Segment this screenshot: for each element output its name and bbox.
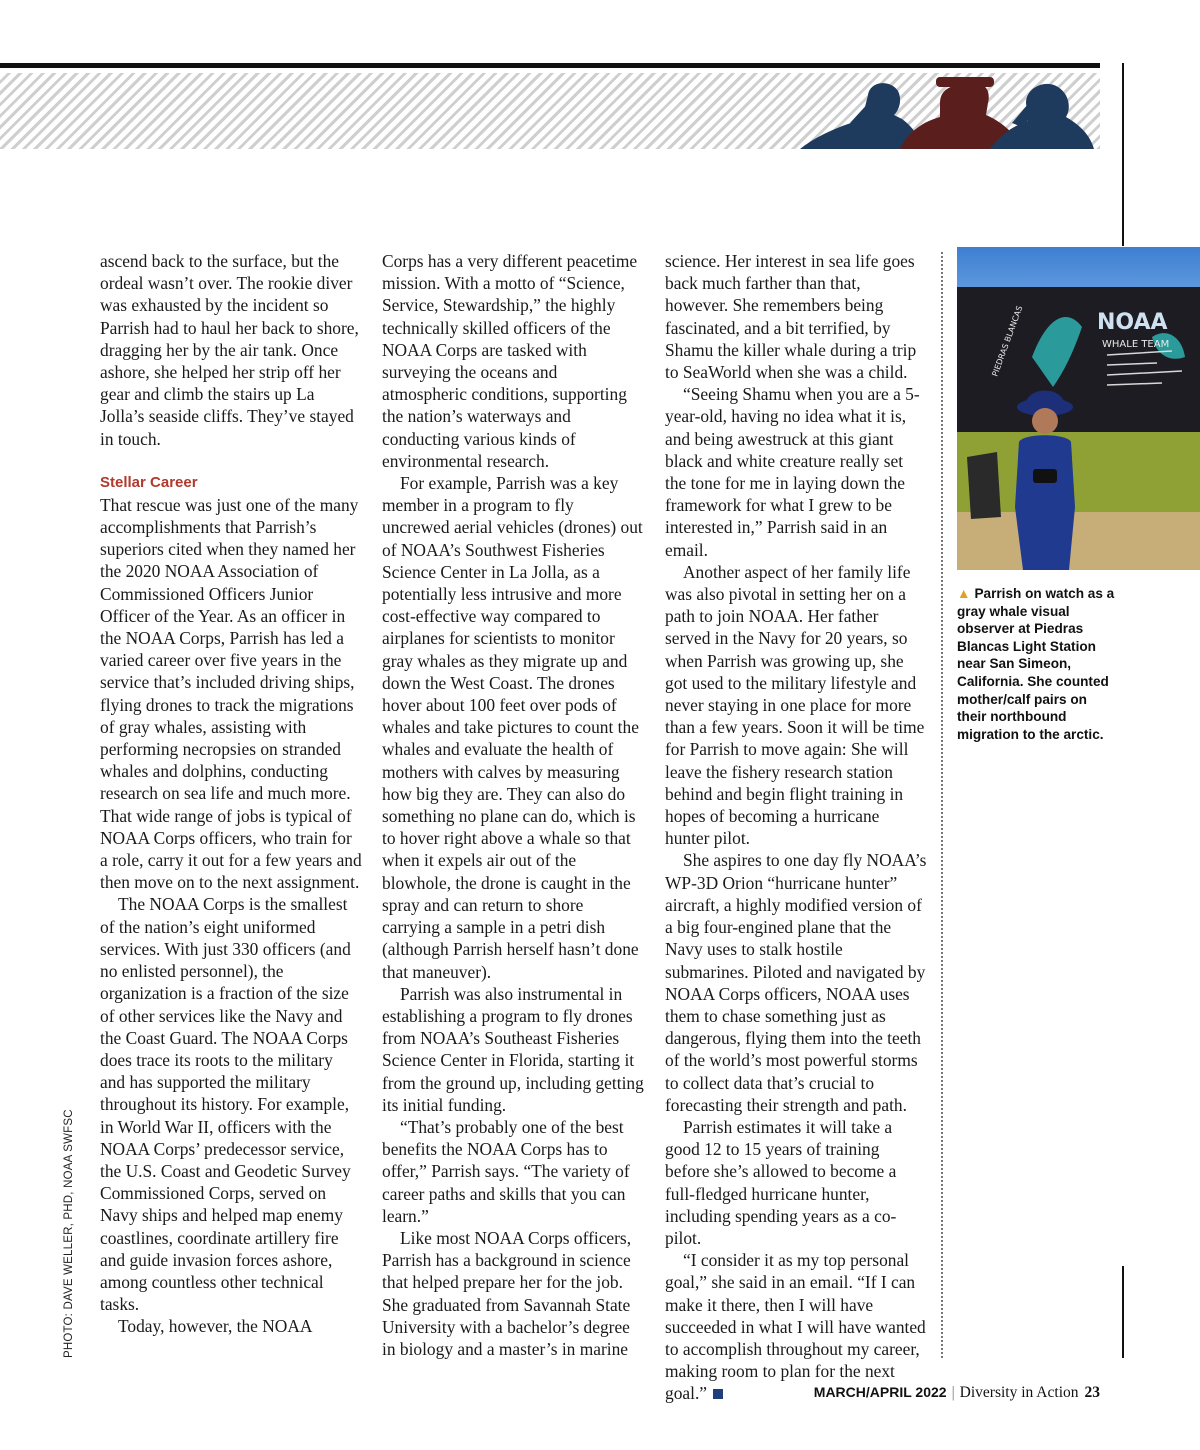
sign-side-text: PIEDRAS BLANCAS — [990, 304, 1025, 378]
paragraph: ascend back to the surface, but the ordeal wasn’t over. The rookie diver was exhausted by the incident so Parrish had to haul her back to shore, dragging her by the air tank. Once ashore, she helped her strip off her gear and climb the stairs up La Jolla’s seaside cliffs. They’ve stayed in touch. — [100, 251, 359, 449]
paragraph: Corps has a very different peacetime mission. With a motto of “Science, Service, Stewardship,” the highly technically skilled officers of the NOAA Corps are tasked with surveying the oceans and atmospheric conditions, supporting the nation’s waterways and conducting various kinds of environmental research. — [382, 251, 638, 471]
caption-triangle-icon: ▲ — [957, 586, 971, 601]
page-footer — [700, 1384, 1100, 1402]
paragraph: Today, however, the NOAA — [118, 1316, 313, 1337]
paragraph: Like most NOAA Corps officers, Parrish has a background in science that helped prepare her for the job. She graduated from Savannah State University with a bachelor’s degree in biology and a master’s in marine — [382, 1227, 632, 1359]
paragraph: “Seeing Shamu when you are a 5-year-old, having no idea what it is, and being awestruck at this giant black and white creature really set the tone for me in laying down the framework for what I grew to be interested in,” Parrish said in an email. — [665, 384, 920, 560]
paragraph: “That’s probably one of the best benefits the NOAA Corps has to offer,” Parrish says. “The variety of career paths and skills that you can learn.” — [382, 1116, 630, 1226]
paragraph: The NOAA Corps is the smallest of the nation’s eight uniformed services. With just 330 officers (and no enlisted personnel), the organization is a fraction of the size of other services like the Navy and the Coast Guard. The NOAA Corps does trace its roots to the military and has supported the military throughout its history. For example, in World War II, officers with the NOAA Corps’ predecessor service, the U.S. Coast and Geodetic Survey Commissioned Corps, served on Navy ships and helped map enemy coastlines, coordinate artillery fire and guide invasion forces ashore, among countless other technical tasks. — [100, 894, 351, 1315]
issue-date: MARCH/APRIL 2022 — [813, 1384, 947, 1400]
right-margin-rule — [1122, 63, 1124, 246]
paragraph: That rescue was just one of the many accomplishments that Parrish’s superiors cited when they named her the 2020 NOAA Association of Commissioned Officers Junior Officer of the Year. As an officer in the NOAA Corps, Parrish has led a varied career over five years in the service that’s included driving ships, flying drones to track the migrations of gray whales, assisting with performing necropsies on stranded whales and dolphins, conducting research on sea life and much more. That wide range of jobs is typical of NOAA Corps officers, who train for a role, carry it out for a few years and then move on to the next assignment. — [100, 494, 362, 893]
final-paragraph — [665, 1249, 927, 1404]
paragraph-text: “I consider it as my top personal goal,” she said in an email. “If I can make it there, then I will have succeeded in what I will have wanted to accomplish throughout my career, making room to plan for the next goal.” — [665, 1250, 926, 1404]
paragraph: She aspires to one day fly NOAA’s WP-3D Orion “hurricane hunter” aircraft, a highly modified version of a big four-engined plane that the Navy uses to stalk hostile submarines. Piloted and navigated by NOAA Corps officers, NOAA uses them to chase something just as dangerous, flying them into the teeth of the world’s most powerful storms to collect data that’s crucial to forecasting their strength and path. — [665, 850, 927, 1115]
right-margin-rule-lower — [1122, 1266, 1124, 1358]
saluting-silhouettes-icon — [790, 73, 1100, 149]
sign-title: NOAA — [1097, 310, 1168, 335]
article-column-1 — [100, 250, 362, 1338]
article-column-2 — [382, 250, 644, 1360]
publication-name: Diversity in Action — [959, 1384, 1079, 1401]
section-subhead: Stellar Career — [100, 473, 198, 491]
photo-caption — [957, 585, 1117, 743]
article-column-3 — [665, 250, 927, 1405]
paragraph: science. Her interest in sea life goes back much farther than that, however. She remembers being fascinated, and a bit terrified, by Shamu the killer whale during a trip to SeaWorld when she was a child. — [665, 251, 917, 383]
page-number: 23 — [1084, 1384, 1100, 1401]
paragraph: Another aspect of her family life was also pivotal in setting her on a path to join NOAA. Her father served in the Navy for 20 years, so when Parrish was growing up, she got used to the military lifestyle and never staying in one place for more than a few years. Soon it will be time for Parrish to move again: She will leave the fishery research station behind and begin flight training in hopes of becoming a hurricane hunter pilot. — [665, 561, 925, 849]
column-divider — [941, 252, 943, 1358]
photo-credit: PHOTO: DAVE WELLER, PHD, NOAA SWFSC — [63, 1109, 75, 1358]
sign-subtitle: WHALE TEAM — [1102, 339, 1170, 350]
caption-text: Parrish on watch as a gray whale visual observer at Piedras Blancas Light Station near San Simeon, California. She counted mother/calf pairs on their northbound migration to the arctic. — [957, 586, 1115, 742]
paragraph: Parrish was also instrumental in establishing a program to fly drones from NOAA’s Southeast Fisheries Science Center in Florida, starting it from the ground up, including getting its initial funding. — [382, 983, 644, 1115]
top-rule — [0, 63, 1100, 68]
footer-separator: | — [951, 1384, 955, 1401]
paragraph: Parrish estimates it will take a good 12 to 15 years of training before she’s allowed to become a full-fledged hurricane hunter, including spending years as a co-pilot. — [665, 1116, 897, 1248]
header-banner — [0, 73, 1100, 149]
photo-parrish-on-watch — [957, 247, 1200, 570]
paragraph: For example, Parrish was a key member in a program to fly uncrewed aerial vehicles (drones) out of NOAA’s Southwest Fisheries Science Center in La Jolla, as a potentially less intrusive and more cost-effective way compared to airplanes for scientists to monitor gray whales as they migrate up and down the West Coast. The drones hover about 100 feet over pods of whales and take pictures to count the whales and evaluate the health of mothers with calves by measuring how big they are. They can also do something no plane can do, which is to hover right above a whale so that when it expels air out of the blowhole, the drone is caught in the spray and can return to shore carrying a sample in a petri dish (although Parrish herself hasn’t done that maneuver). — [382, 473, 643, 982]
